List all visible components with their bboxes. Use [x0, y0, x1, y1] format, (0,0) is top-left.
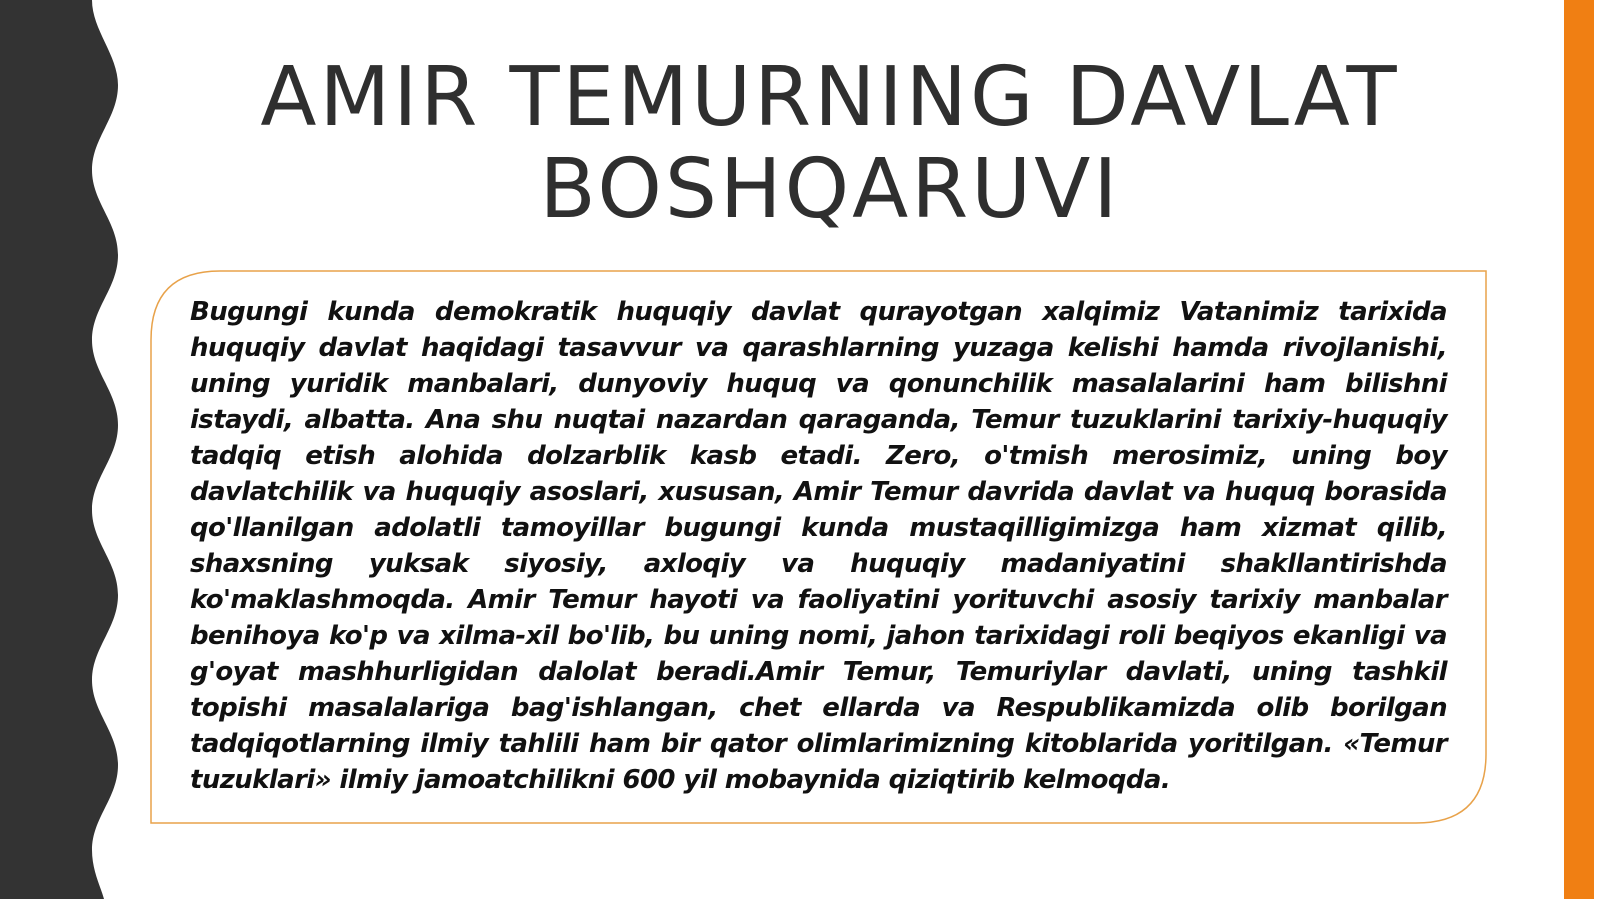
- right-accent-stripe: [1564, 0, 1600, 899]
- body-paragraph: Bugungi kunda demokratik huquqiy davlat qurayotgan xalqimiz Vatanimiz tarixida huquqiy davlat haqidagi tasavvur va qarashlarning yuzaga kelishi hamda rivojlanishi, uning yuridik manbalari, dunyoviy huquq va qonunchilik masalalarini ham bilishni istaydi, albatta. Ana shu nuqtai nazardan qaraganda, Temur tuzuklarini tarixiy-huquqiy tadqiq etish alohida dolzarblik kasb etadi. Zero, o'tmish merosimiz, uning boy davlatchilik va huquqiy asoslari, xususan, Amir Temur davrida davlat va huquq borasida qo'llanilgan adolatli tamoyillar bugungi kunda mustaqilligimizga ham xizmat qilib, shaxsning yuksak siyosiy, axloqiy va huquqiy madaniyatini shakllantirishda ko'maklashmoqda. Amir Temur hayoti va faoliyatini yorituvchi asosiy tarixiy manbalar benihoya ko'p va xilma-xil bo'lib, bu uning nomi, jahon tarixidagi roli beqiyos ekanligi va g'oyat mashhurligidan dalolat beradi.Amir Temur, Temuriylar davlati, uning tashkil topishi masalalariga bag'ishlangan, chet ellarda va Respublikamizda olib borilgan tadqiqotlarning ilmiy tahlili ham bir qator olimlarimizning kitoblarida yoritilgan. «Temur tuzuklari» ilmiy jamoatchilikni 600 yil mobaynida qiziqtirib kelmoqda.: [190, 297, 1447, 795]
- body-text-frame: [150, 270, 1487, 824]
- left-wave-band: [0, 0, 130, 899]
- orange-accent-bar: [1564, 0, 1594, 899]
- slide-title: AMIR TEMURNING DAVLAT BOSHQARUVI: [260, 50, 1400, 237]
